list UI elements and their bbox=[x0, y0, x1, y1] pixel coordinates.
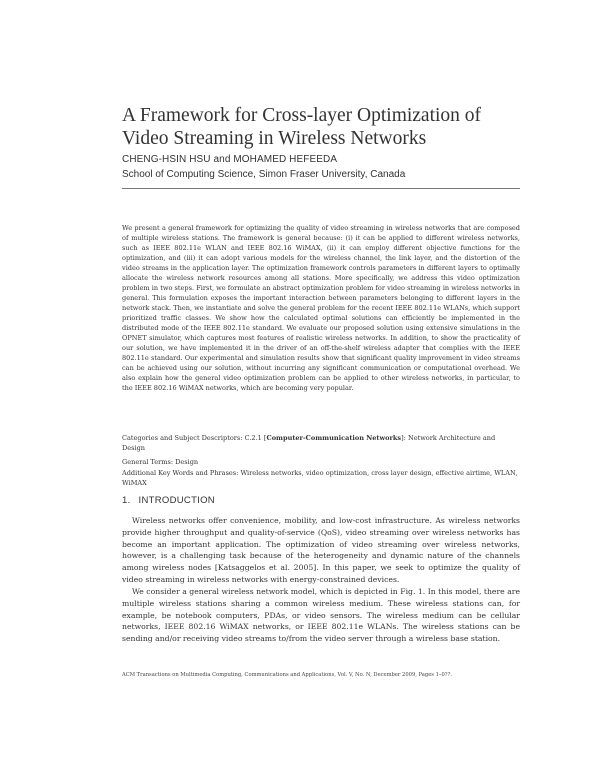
section-title: INTRODUCTION bbox=[138, 495, 215, 506]
categories-suffix: ]: Network Architecture and Design bbox=[122, 434, 496, 452]
intro-paragraph-2: We consider a general wireless network model, which is depicted in Fig. 1. In this model, there are multiple wireless stations sharing a common wireless medium. These wireless stations can, for example, be notebook computers, PDAs, or video sensors. The wireless medium can be cellular networks, IEEE 802.16 WiMAX networks, or IEEE 802.11e WLANs. The wireless stations can be sending and/or receiving video streams to/from the video server through a wireless base station. bbox=[122, 587, 520, 644]
paper-title: A Framework for Cross-layer Optimization of Video Streaming in Wireless Networks bbox=[122, 105, 482, 149]
intro-paragraph-1: Wireless networks offer convenience, mobility, and low-cost infrastructure. As wireless networks provide higher throughput and quality-of-service (QoS), video streaming over wireless networks has become an important application. The optimization of video streaming over wireless networks, however, is a challenging task because of the heterogeneity and dynamic nature of the channels among wireless nodes [Katsaggelos et al. 2005]. In this paper, we seek to optimize the quality of video streaming in wireless networks with energy-constrained devices. bbox=[122, 516, 520, 584]
authors: CHENG-HSIN HSU and MOHAMED HEFEEDA bbox=[122, 154, 338, 165]
categories-prefix: Categories and Subject Descriptors: C.2.1 [ bbox=[122, 434, 267, 442]
categories bbox=[122, 433, 520, 453]
affiliation: School of Computing Science, Simon Fraser University, Canada bbox=[122, 169, 406, 180]
abstract: We present a general framework for optimizing the quality of video streaming in wireless networks that are composed of multiple wireless stations. The framework is general because: (i) it can be applied to different wireless networks, such as IEEE 802.11e WLAN and IEEE 802.16 WiMAX, (ii) it can employ different objective functions for the optimization, and (iii) it can adopt various models for the wireless channel, the link layer, and the distortion of the video streams in the application layer. The optimization framework controls parameters in different layers to optimally allocate the wireless network resources among all stations. More specifically, we address this video optimization problem in two steps. First, we formulate an abstract optimization problem for video streaming in wireless networks in general. This formulation exposes the important interaction between parameters belonging to different layers in the network stack. Then, we instantiate and solve the general problem for the recent IEEE 802.11e WLANs, which support prioritized traffic classes. We show how the calculated optimal solutions can efficiently be implemented in the distributed mode of the IEEE 802.11e standard. We evaluate our proposed solution using extensive simulations in the OPNET simulator, which captures most features of realistic wireless networks. In addition, to show the practicality of our solution, we have implemented it in the driver of an off-the-shelf wireless adapter that complies with the IEEE 802.11e standard. Our experimental and simulation results show that significant quality improvement in video streams can be achieved using our solution, without incurring any significant communication or computational overhead. We also explain how the general video optimization problem can be applied to other wireless networks, in particular, to the IEEE 802.16 WiMAX networks, which are becoming very popular. bbox=[122, 224, 520, 392]
section-heading bbox=[122, 495, 215, 506]
categories-bold: Computer-Communication Networks bbox=[266, 434, 402, 442]
journal-footer: ACM Transactions on Multimedia Computing, Communications and Applications, Vol. V, No. N, December 2009, Pages 1–0??. bbox=[122, 672, 453, 678]
general-terms: General Terms: Design bbox=[122, 458, 199, 466]
section-number: 1. bbox=[122, 495, 131, 506]
keywords: Additional Key Words and Phrases: Wireless networks, video optimization, cross layer design, effective airtime, WLAN, WiMAX bbox=[122, 469, 518, 487]
title-divider bbox=[122, 188, 520, 189]
